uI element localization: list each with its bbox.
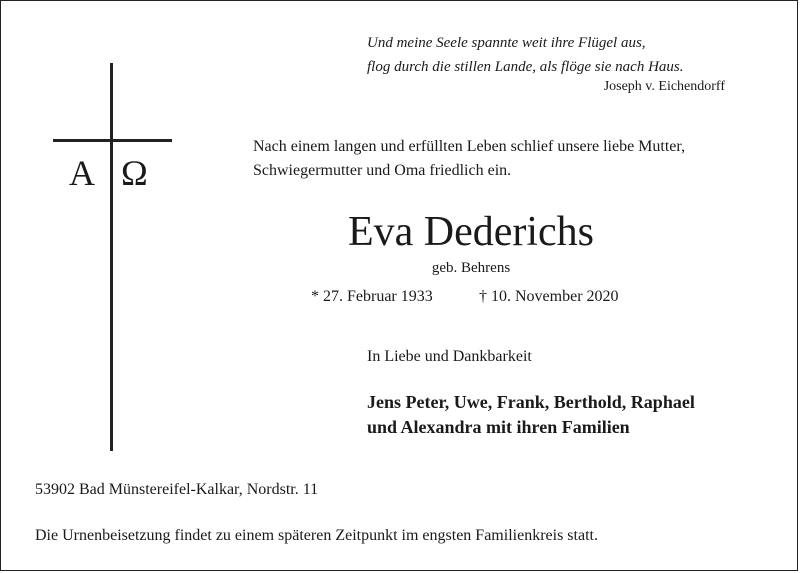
burial-notice: Die Urnenbeisetzung findet zu einem späteren Zeitpunkt im engsten Familienkreis statt. bbox=[35, 527, 598, 544]
death-date: † 10. November 2020 bbox=[479, 288, 619, 305]
mourners-line-1: Jens Peter, Uwe, Frank, Berthold, Raphael bbox=[367, 392, 695, 412]
deceased-name: Eva Dederichs bbox=[347, 209, 595, 255]
intro-line-1: Nach einem langen und erfüllten Leben schlief unsere liebe Mutter, bbox=[253, 138, 686, 155]
mourners-names bbox=[367, 390, 695, 440]
quote-line-1: Und meine Seele spannte weit ihre Flügel aus, bbox=[367, 35, 646, 51]
intro-line-2: Schwiegermutter und Oma friedlich ein. bbox=[253, 162, 512, 179]
omega-symbol: Ω bbox=[121, 153, 148, 193]
birth-date: * 27. Februar 1933 bbox=[311, 288, 433, 305]
poem-quote bbox=[367, 31, 727, 79]
quote-author: Joseph v. Eichendorff bbox=[603, 79, 725, 94]
intro-text bbox=[253, 135, 773, 183]
alpha-symbol: A bbox=[69, 153, 95, 193]
cross-icon-vertical bbox=[110, 63, 113, 451]
quote-line-2: flog durch die stillen Lande, als flöge sie nach Haus. bbox=[367, 59, 684, 75]
birth-name: geb. Behrens bbox=[431, 260, 511, 276]
cross-icon-horizontal bbox=[53, 139, 172, 142]
mourners-intro: In Liebe und Dankbarkeit bbox=[367, 348, 532, 365]
address: 53902 Bad Münstereifel-Kalkar, Nordstr. 11 bbox=[35, 481, 319, 498]
mourners-line-2: und Alexandra mit ihren Familien bbox=[367, 417, 630, 437]
